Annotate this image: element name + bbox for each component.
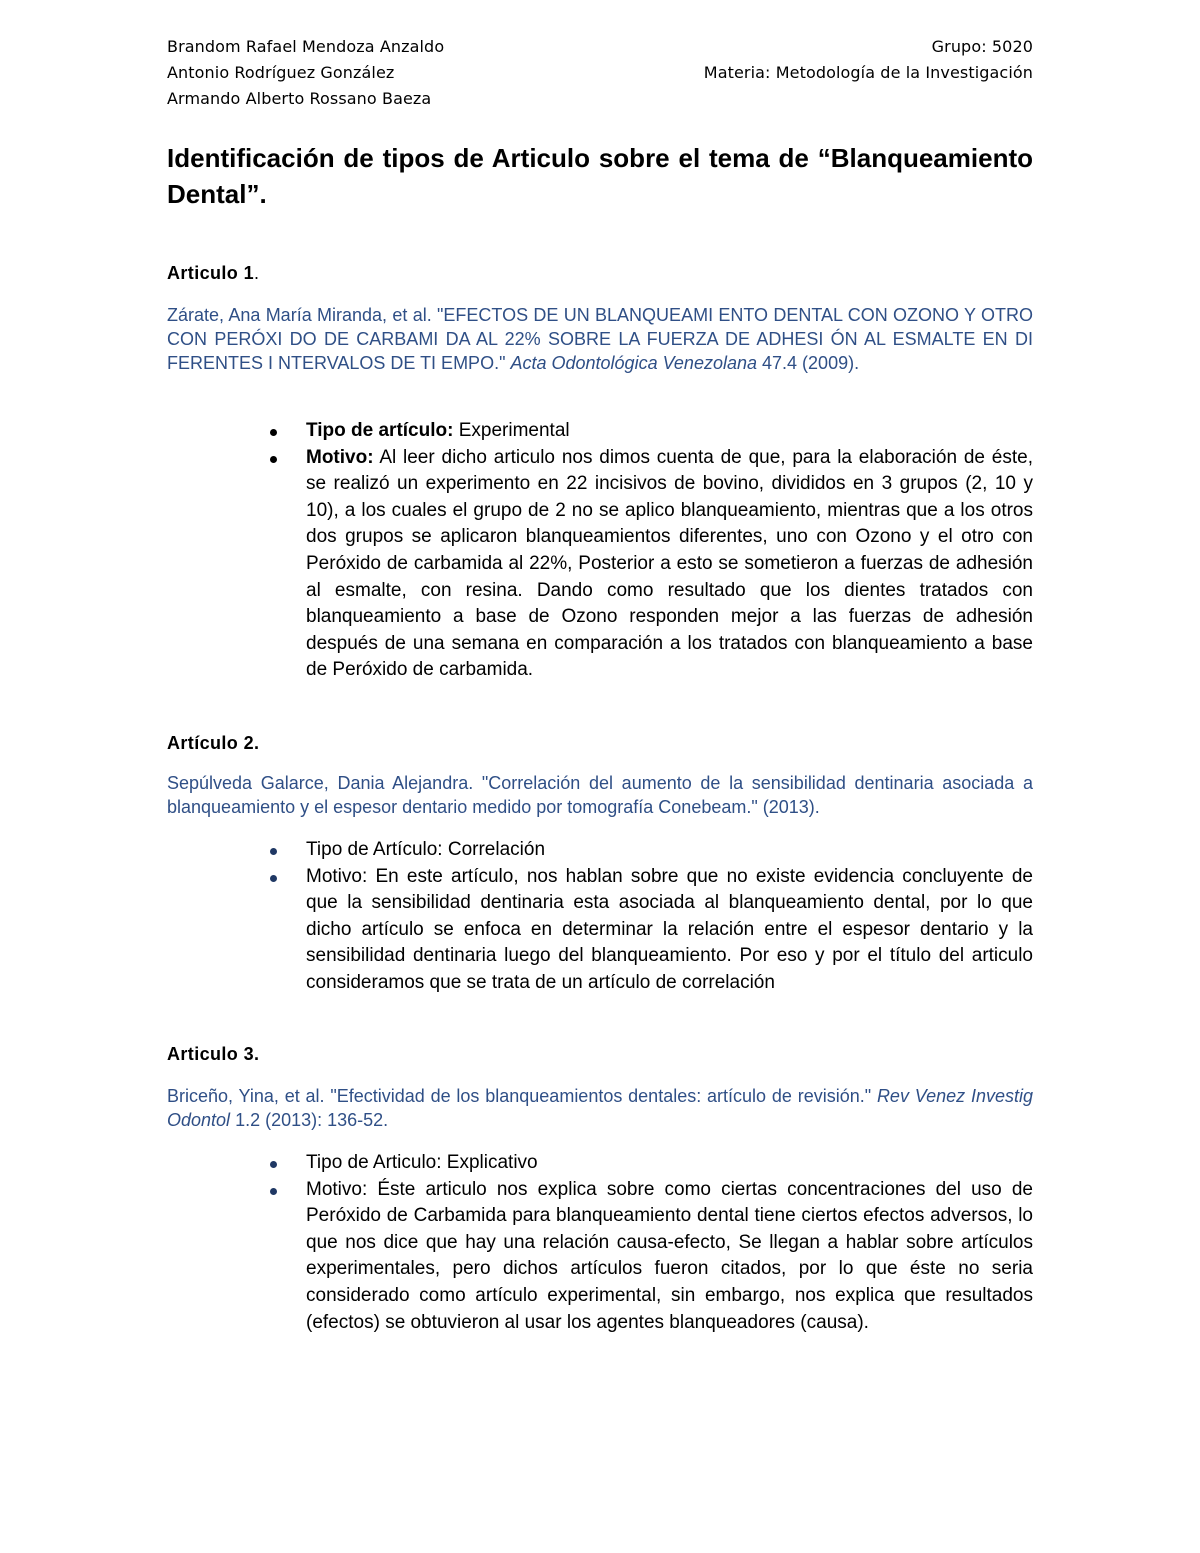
list-item: Tipo de Artículo: Correlación: [262, 837, 1033, 864]
author-3: Armando Alberto Rossano Baeza: [167, 89, 432, 108]
author-2: Antonio Rodríguez González: [167, 63, 395, 82]
bullet-icon: [270, 456, 277, 463]
article-2-reference: Sepúlveda Galarce, Dania Alejandra. "Correlación del aumento de la sensibilidad dentinaria asociada a blanqueamiento y el espesor dentario medido por tomografía Conebeam." (2013).: [167, 773, 1033, 817]
article-1-reference: Zárate, Ana María Miranda, et al. "EFECTOS DE UN BLANQUEAMI ENTO DENTAL CON OZONO Y OTRO CON PERÓXI DO DE CARBAMI DA AL 22% SOBRE LA FUERZA DE ADHESI ÓN AL ESMALTE EN DI FERENTES I NTERVALOS DE TI EMPO." Acta Odontológica Venezolana 47.4 (2009).: [167, 305, 1033, 373]
bullet-icon: [270, 1188, 277, 1195]
bullet-icon: [270, 848, 277, 855]
article-3-journal: Rev Venez Investig Odontol: [167, 1086, 1033, 1130]
article-1-heading: Articulo 1.: [167, 263, 260, 283]
article-3-heading: Articulo 3.: [167, 1044, 260, 1064]
list-item: Tipo de Articulo: Explicativo: [262, 1150, 1033, 1177]
bullet-icon: [270, 875, 277, 882]
article-2-heading: Artículo 2.: [167, 733, 260, 753]
article-1-journal: Acta Odontológica Venezolana: [510, 353, 757, 373]
article-1-bullets: [262, 418, 1033, 684]
list-item: Tipo de artículo: Experimental: [262, 418, 1033, 445]
article-3-reference: Briceño, Yina, et al. "Efectividad de los blanqueamientos dentales: artículo de revisión." Rev Venez Investig Odontol 1.2 (2013): 136-52.: [167, 1086, 1033, 1130]
bullet-icon: [270, 429, 277, 436]
group-label: Grupo: 5020: [931, 37, 1033, 56]
list-item: Motivo: En este artículo, nos hablan sobre que no existe evidencia concluyente de que la sensibilidad dentinaria esta asociada al blanqueamiento dental, por lo que dicho artículo se enfoca en determinar la relación entre el espesor dentario y la sensibilidad dentinaria luego del blanqueamiento. Por eso y por el título del articulo consideramos que se trata de un artículo de correlación: [262, 864, 1033, 997]
list-item: Motivo: Éste articulo nos explica sobre como ciertas concentraciones del uso de Peróxido de Carbamida para blanqueamiento dental tiene ciertos efectos adversos, lo que nos dice que hay una relación causa-efecto, Se llegan a hablar sobre artículos experimentales, pero dichos artículos fueron citados, por lo que éste no seria considerado como artículo experimental, sin embargo, nos explica que resultados (efectos) se obtuvieron al usar los agentes blanqueadores (causa).: [262, 1177, 1033, 1337]
list-item: Motivo: Al leer dicho articulo nos dimos cuenta de que, para la elaboración de éste, se realizó un experimento en 22 incisivos de bovino, divididos en 3 grupos (2, 10 y 10), a los cuales el grupo de 2 no se aplico blanqueamiento, mientras que a los otros dos grupos se aplicaron blanqueamientos diferentes, uno con Ozono y el otro con Peróxido de carbamida al 22%, Posterior a esto se sometieron a fuerzas de adhesión al esmalte, con resina. Dando como resultado que los dientes tratados con blanqueamiento a base de Ozono responden mejor a las fuerzas de adhesión después de una semana en comparación a los tratados con blanqueamiento a base de Peróxido de carbamida.: [262, 445, 1033, 684]
article-2-bullets: [262, 837, 1033, 997]
article-3-bullets: [262, 1150, 1033, 1336]
header: [167, 36, 1033, 114]
page-title: Identificación de tipos de Articulo sobre el tema de “Blanqueamiento Dental”.: [167, 143, 1033, 209]
subject-label: Materia: Metodología de la Investigación: [703, 63, 1033, 82]
bullet-icon: [270, 1161, 277, 1168]
author-1: Brandom Rafael Mendoza Anzaldo: [167, 37, 445, 56]
